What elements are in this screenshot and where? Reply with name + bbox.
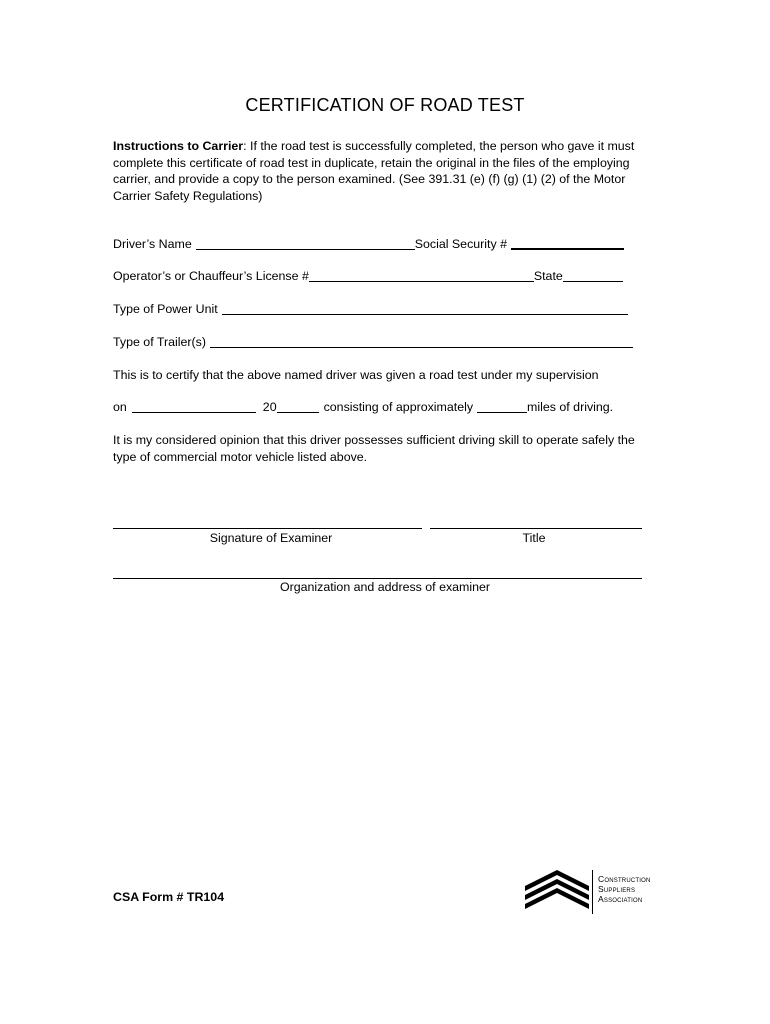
license-field[interactable]	[309, 269, 534, 282]
license-row	[113, 268, 653, 284]
year-prefix-label: 20	[262, 400, 277, 414]
instructions-label: Instructions to Carrier	[113, 139, 244, 153]
on-label: on	[113, 400, 127, 414]
examiner-signature-caption: Signature of Examiner	[209, 531, 333, 545]
trailers-label: Type of Trailer(s)	[113, 335, 206, 349]
instructions-text: : If the road test is successfully completed, the person who gave it must complete this certificate of road test in duplicate, retain the original in the files of the employing carrier, and provide a copy to the person examined. (See 391.31 (e) (f) (g) (1) (2) of the Motor Carrier Safety Regulations)	[113, 139, 635, 203]
logo-line-3: Association	[598, 894, 643, 904]
logo-line-2: Suppliers	[598, 884, 636, 894]
driver-name-row	[113, 236, 653, 252]
consisting-label: consisting of approximately	[323, 400, 474, 414]
power-unit-row	[113, 301, 653, 317]
drivers-name-field[interactable]	[196, 237, 415, 250]
instructions-paragraph	[113, 138, 653, 204]
trailers-row	[113, 334, 653, 350]
title-signature-line[interactable]	[430, 528, 642, 529]
miles-field[interactable]	[477, 400, 527, 413]
date-miles-row	[113, 399, 653, 415]
form-number: CSA Form # TR104	[113, 890, 225, 904]
date-field[interactable]	[132, 400, 256, 413]
certify-statement-text: This is to certify that the above named driver was given a road test under my supervision	[113, 368, 599, 382]
title-caption: Title	[522, 531, 546, 545]
power-unit-field[interactable]	[222, 302, 628, 315]
drivers-name-label: Driver’s Name	[113, 237, 192, 251]
form-title: CERTIFICATION OF ROAD TEST	[245, 95, 525, 115]
power-unit-label: Type of Power Unit	[113, 302, 218, 316]
opinion-paragraph: It is my considered opinion that this driver possesses sufficient driving skill to operate safely the type of commercial motor vehicle listed above.	[113, 433, 635, 464]
organization-line[interactable]	[113, 578, 642, 579]
year-field[interactable]	[277, 400, 319, 413]
logo-divider	[592, 870, 593, 914]
ssn-label: Social Security #	[414, 237, 508, 251]
csa-logo-text	[598, 874, 651, 904]
certify-statement	[113, 367, 653, 383]
miles-label: miles of driving.	[527, 400, 614, 414]
examiner-signature-line[interactable]	[113, 528, 422, 529]
logo-line-1: Construction	[598, 874, 651, 884]
state-label: State	[533, 269, 563, 283]
trailers-field[interactable]	[210, 335, 633, 348]
organization-caption: Organization and address of examiner	[279, 580, 491, 594]
license-label: Operator’s or Chauffeur’s License #	[113, 269, 309, 283]
ssn-field[interactable]	[511, 236, 624, 250]
state-field[interactable]	[563, 269, 623, 282]
csa-logo-icon	[524, 868, 590, 914]
